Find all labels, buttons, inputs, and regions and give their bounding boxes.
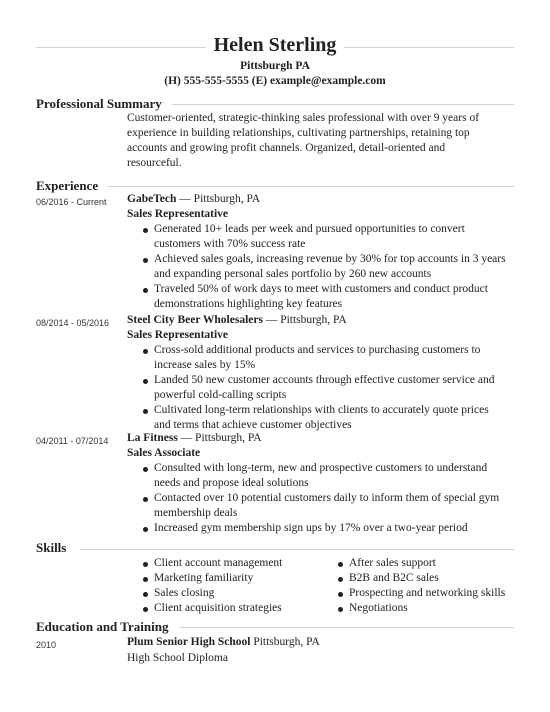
job-company: La Fitness [127,432,178,444]
job-bullets [139,343,529,433]
job-dates: 06/2016 - Current [36,197,107,207]
job-employer [127,193,260,205]
job-title: Sales Representative [127,208,229,220]
list-item: Cultivated long-term relationships with clients to accurately quote prices and terms that achieve customer objectives [139,403,529,433]
summary-line: Customer-oriented, strategic-thinking sales professional with over 9 years of [127,112,480,124]
bullet-icon [338,562,343,567]
skills-heading: Skills [36,540,67,555]
job-employer [127,314,347,326]
experience-rule [108,186,514,187]
skills-rule [80,549,514,550]
bullet-icon [143,562,148,567]
skills-list-left [139,556,329,616]
education-degree: High School Diploma [127,652,228,664]
job-dates: 08/2014 - 05/2016 [36,318,110,328]
candidate-name: Helen Sterling [213,34,337,56]
bullet-icon [143,288,148,293]
job-title: Sales Representative [127,329,229,341]
candidate-contact: (H) 555-555-5555 (E) example@example.com [164,75,386,87]
bullet-icon [143,467,148,472]
list-item: Negotiations [334,601,534,616]
bullet-icon [143,379,148,384]
list-item: Sales closing [139,586,329,601]
experience-heading: Experience [36,178,99,193]
job-dates: 04/2011 - 07/2014 [36,436,109,446]
list-item: B2B and B2C sales [334,571,534,586]
school-location: Pittsburgh, PA [250,636,320,648]
bullet-icon [143,607,148,612]
bullet-icon [143,258,148,263]
list-item: Increased gym membership sign ups by 17% over a two-year period [139,521,529,536]
job-location: — Pittsburgh, PA [262,314,347,326]
summary-line: resourceful. [127,157,182,169]
bullet-icon [143,497,148,502]
summary-rule [172,104,514,105]
job-location: — Pittsburgh, PA [177,432,262,444]
list-item: Traveled 50% of work days to meet with customers and conduct product demonstrations highlighting key features [139,282,529,312]
education-school [127,636,320,648]
list-item: Achieved sales goals, increasing revenue by 30% for top accounts in 3 years and expanding personal sales portfolio by 260 new accounts [139,252,529,282]
job-bullets [139,461,529,536]
bullet-icon [143,409,148,414]
education-heading: Education and Training [36,619,169,634]
education-rule [180,627,514,628]
list-item: Generated 10+ leads per week and pursued opportunities to convert customers with 70% success rate [139,222,529,252]
job-company: GabeTech [127,193,177,205]
bullet-icon [338,592,343,597]
bullet-icon [338,577,343,582]
job-company: Steel City Beer Wholesalers [127,314,263,326]
summary-text [127,111,527,171]
bullet-icon [338,607,343,612]
list-item: Client account management [139,556,329,571]
education-year: 2010 [36,640,57,650]
job-location: — Pittsburgh, PA [176,193,261,205]
list-item: After sales support [334,556,534,571]
summary-heading: Professional Summary [36,96,162,111]
list-item: Contacted over 10 potential customers daily to inform them of special gym membership deals [139,491,529,521]
summary-line: accounts and growing profit channels. Organized, detail-oriented and [127,142,446,154]
job-bullets [139,222,529,312]
bullet-icon [143,228,148,233]
list-item: Prospecting and networking skills [334,586,534,601]
list-item: Landed 50 new customer accounts through effective customer service and powerful cold-calling scripts [139,373,529,403]
list-item: Marketing familiarity [139,571,329,586]
list-item: Cross-sold additional products and services to purchasing customers to increase sales by 15% [139,343,529,373]
candidate-location: Pittsburgh PA [240,60,310,72]
bullet-icon [143,349,148,354]
summary-line: experience in building relationships, cultivating partnerships, retaining top [127,127,470,139]
bullet-icon [143,577,148,582]
job-title: Sales Associate [127,447,201,459]
bullet-icon [143,592,148,597]
skills-list-right [334,556,534,616]
school-name: Plum Senior High School [127,636,251,648]
job-employer [127,432,262,444]
list-item: Consulted with long-term, new and prospective customers to understand needs and propose ideal solutions [139,461,529,491]
list-item: Client acquisition strategies [139,601,329,616]
bullet-icon [143,527,148,532]
